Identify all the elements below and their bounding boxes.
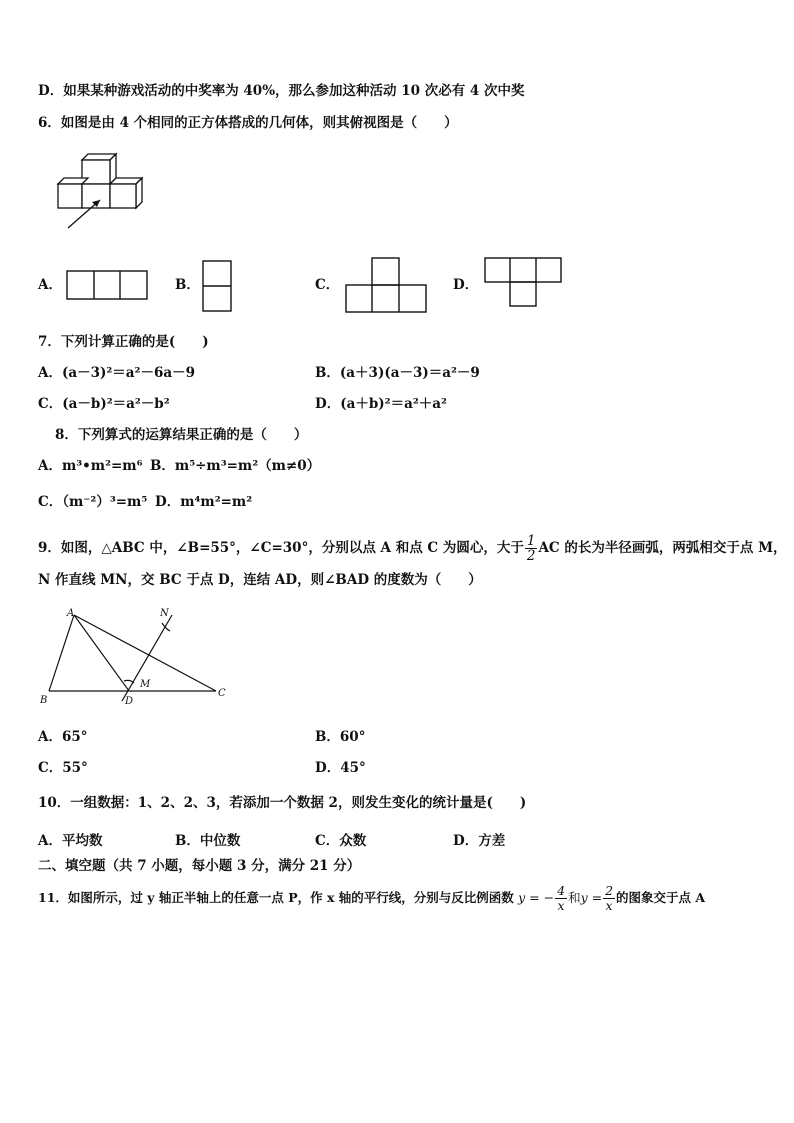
q7-option-d: D．(a＋b)²＝a²＋a²: [315, 396, 447, 412]
q11-f1-num: 4: [557, 883, 566, 898]
q11-f2-den: x: [605, 898, 613, 913]
q6-option-c-figure: [345, 257, 429, 315]
q9-label-n: N: [160, 608, 169, 619]
q8-option-a: A．m³•m²=m⁶: [38, 458, 143, 474]
q8-option-d: D．m⁴m²=m²: [155, 494, 253, 510]
q11-stem-part1: 11．如图所示，过 y 轴正半轴上的任意一点 P，作 x 轴的平行线，分别与反比例函数: [38, 890, 514, 905]
q9-triangle-figure: [36, 605, 236, 710]
q6-stem: 6．如图是由 4 个相同的正方体搭成的几何体，则其俯视图是（ ）: [38, 115, 458, 131]
q9-stem-line1: [38, 533, 787, 563]
q6-option-d-label: D．: [453, 277, 479, 293]
q9-stem-part1: 9．如图，△ABC 中，∠B=55°，∠C=30°，分别以点 A 和点 C 为圆心，大于: [38, 540, 524, 556]
q9-option-b: B．60°: [315, 729, 366, 745]
q8-option-c: C．（m⁻²）³=m⁵: [38, 494, 148, 510]
q6-option-a-figure: [66, 270, 150, 302]
q9-label-b: B: [40, 695, 48, 706]
q9-label-c: C: [218, 688, 226, 699]
q6-option-b-figure: [202, 260, 234, 314]
q10-option-d: D．方差: [453, 833, 506, 849]
q9-fraction: [525, 534, 538, 563]
q9-option-c: C．55°: [38, 760, 88, 776]
q9-stem-part2: AC 的长为半径画弧，两弧相交于点 M，: [538, 540, 787, 556]
q6-option-d-figure: [484, 257, 564, 309]
q6-option-c-label: C．: [315, 277, 340, 293]
q11-connector: 和: [568, 890, 581, 905]
q11-f1-lhs: y = −: [518, 890, 555, 905]
q11-f1-den: x: [557, 898, 565, 913]
q10-option-a: A．平均数: [38, 833, 103, 849]
q10-stem: 10．一组数据：1、2、2、3，若添加一个数据 2，则发生变化的统计量是( ): [38, 795, 527, 811]
q7-stem: 7．下列计算正确的是( ): [38, 334, 209, 350]
q10-option-b: B．中位数: [175, 833, 241, 849]
q11-stem-part2: 的图象交于点 A: [616, 890, 706, 905]
q7-option-c: C．(a－b)²＝a²－b²: [38, 396, 170, 412]
q5-option-d: D．如果某种游戏活动的中奖率为 40%，那么参加这种活动 10 次必有 4 次中奖: [38, 83, 525, 99]
q11-stem: [38, 882, 705, 914]
q9-frac-num: 1: [526, 533, 536, 549]
q6-option-a-label: A．: [38, 277, 62, 293]
q9-option-a: A．65°: [38, 729, 88, 745]
q11-f2-lhs: y =: [580, 890, 603, 905]
section-title-fill-in: 二、填空题（共 7 小题，每小题 3 分，满分 21 分）: [38, 858, 361, 874]
q9-stem-line2: N 作直线 MN，交 BC 于点 D，连结 AD，则∠BAD 的度数为（ ）: [38, 572, 482, 588]
q8-option-b: B．m⁵÷m³=m²（m≠0）: [150, 458, 321, 474]
q11-fraction-2: [603, 884, 615, 913]
q8-stem: 8．下列算式的运算结果正确的是（ ）: [55, 427, 308, 443]
q7-option-a: A．(a－3)²＝a²－6a－9: [38, 365, 195, 381]
q6-option-b-label: B．: [175, 277, 200, 293]
q7-option-b: B．(a＋3)(a－3)＝a²－9: [315, 365, 480, 381]
q9-frac-den: 2: [526, 548, 536, 564]
q11-fraction-1: [555, 884, 567, 913]
q9-label-a: A: [67, 608, 75, 619]
q10-option-c: C．众数: [315, 833, 367, 849]
q6-solid-figure: [50, 150, 160, 232]
q9-label-m: M: [140, 679, 151, 690]
q11-f2-num: 2: [605, 883, 614, 898]
q9-option-d: D．45°: [315, 760, 366, 776]
q9-label-d: D: [125, 696, 134, 707]
